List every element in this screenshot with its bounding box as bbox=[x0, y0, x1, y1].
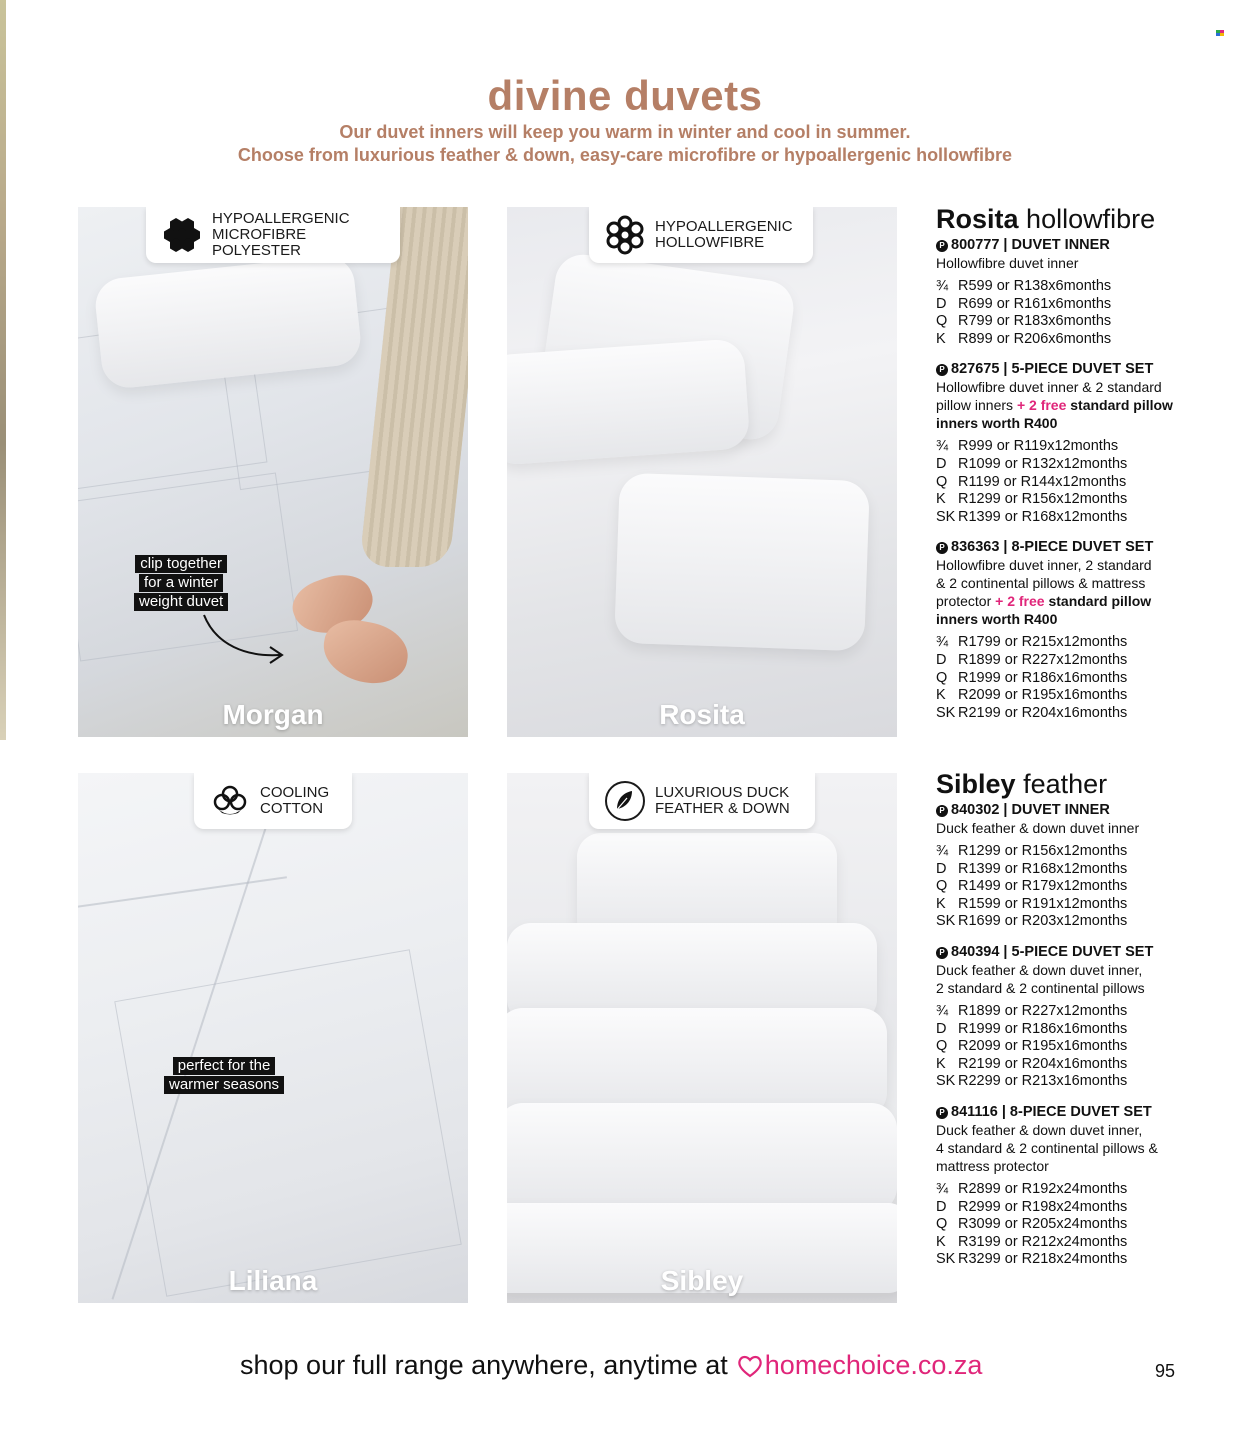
product-code-icon: P bbox=[936, 1107, 948, 1119]
product-827675[interactable] bbox=[936, 360, 1236, 526]
price-row bbox=[936, 474, 1236, 492]
price-row bbox=[936, 1073, 1236, 1091]
size-code: SK bbox=[936, 913, 956, 930]
size-code: ¾ bbox=[936, 1180, 949, 1197]
price-list bbox=[936, 278, 1236, 348]
price-list bbox=[936, 1181, 1236, 1269]
page-subtitle-line1: Our duvet inners will keep you warm in winter and cool in summer. bbox=[339, 122, 911, 142]
badge-line2: FEATHER & DOWN bbox=[655, 800, 790, 817]
rosita-feature-badge bbox=[589, 207, 813, 263]
product-desc bbox=[936, 378, 1236, 432]
feather-icon bbox=[605, 781, 645, 821]
size-code: Q bbox=[936, 1216, 948, 1233]
price-row bbox=[936, 861, 1236, 879]
photo-label-liliana: Liliana bbox=[228, 1265, 318, 1296]
size-code: Q bbox=[936, 669, 948, 686]
sibley-heading bbox=[936, 769, 1236, 799]
price-text: R1199 or R144x12months bbox=[958, 473, 1127, 490]
product-code: 827675 bbox=[951, 361, 1000, 378]
rosita-duvet-photo[interactable] bbox=[507, 207, 897, 737]
size-code: Q bbox=[936, 313, 948, 330]
desc-bold: standard pillow bbox=[1048, 593, 1152, 610]
badge-line1: LUXURIOUS DUCK bbox=[655, 784, 790, 801]
price-row bbox=[936, 1056, 1236, 1074]
price-text: R1499 or R179x12months bbox=[958, 878, 1128, 895]
rosita-product-column bbox=[936, 204, 1236, 722]
price-text: R1799 or R215x12months bbox=[958, 634, 1128, 651]
liliana-duvet-photo[interactable] bbox=[78, 773, 468, 1303]
price-text: R1899 or R227x12months bbox=[958, 1002, 1128, 1019]
page-subtitle-line2: Choose from luxurious feather & down, easy-care microfibre or hypoallergenic hollowfibre bbox=[237, 145, 1013, 165]
price-text: R899 or R206x6months bbox=[958, 330, 1112, 347]
price-row bbox=[936, 296, 1236, 314]
price-text: R2299 or R213x16months bbox=[958, 1073, 1128, 1090]
price-row bbox=[936, 509, 1236, 527]
morgan-duvet-photo[interactable] bbox=[78, 207, 468, 737]
size-code: K bbox=[936, 330, 946, 347]
size-code: D bbox=[936, 651, 947, 668]
footer-banner bbox=[240, 1350, 982, 1381]
desc-line: Duck feather & down duvet inner, bbox=[936, 961, 1143, 978]
badge-line2: HOLLOWFIBRE bbox=[655, 234, 765, 251]
price-row bbox=[936, 278, 1236, 296]
product-code-icon: P bbox=[936, 542, 948, 554]
price-row bbox=[936, 1199, 1236, 1217]
sibley-feature-badge bbox=[589, 773, 815, 829]
product-code-icon: P bbox=[936, 947, 948, 959]
product-code-line: P 800777 | DUVET INNER bbox=[936, 236, 1236, 254]
size-code: SK bbox=[936, 1251, 956, 1268]
price-text: R3099 or R205x24months bbox=[958, 1216, 1128, 1233]
callout-line: perfect for the bbox=[173, 1057, 276, 1075]
pillow-shape bbox=[507, 1008, 887, 1118]
product-836363[interactable] bbox=[936, 538, 1236, 722]
quilt-seam bbox=[114, 949, 462, 1297]
price-text: R3199 or R212x24months bbox=[958, 1233, 1128, 1250]
product-code: 800777 bbox=[951, 237, 1000, 253]
price-text: R599 or R138x6months bbox=[958, 278, 1112, 294]
desc-line: Duck feather & down duvet inner, bbox=[936, 1121, 1143, 1138]
price-row bbox=[936, 878, 1236, 896]
price-text: R1299 or R156x12months bbox=[958, 843, 1128, 859]
product-840394[interactable] bbox=[936, 943, 1236, 1091]
sibley-duvet-photo[interactable] bbox=[507, 773, 897, 1303]
size-code: D bbox=[936, 295, 947, 312]
homechoice-site-link[interactable] bbox=[728, 1350, 983, 1381]
product-desc bbox=[936, 556, 1236, 628]
warmer-seasons-callout bbox=[164, 1057, 284, 1094]
product-code-icon: P bbox=[936, 805, 948, 817]
price-row bbox=[936, 1003, 1236, 1021]
size-code: ¾ bbox=[936, 278, 949, 294]
size-code: K bbox=[936, 1055, 946, 1072]
product-841116[interactable] bbox=[936, 1103, 1236, 1269]
desc-line: Hollowfibre duvet inner & 2 standard bbox=[936, 379, 1162, 396]
badge-line1: HYPOALLERGENIC bbox=[212, 210, 350, 227]
price-row bbox=[936, 705, 1236, 723]
price-text: R2099 or R195x16months bbox=[958, 1038, 1128, 1055]
desc-bold: inners worth R400 bbox=[936, 611, 1058, 628]
size-code: D bbox=[936, 1198, 947, 1215]
price-row bbox=[936, 652, 1236, 670]
product-code-icon: P bbox=[936, 364, 948, 376]
price-row bbox=[936, 491, 1236, 509]
desc-bold: standard pillow bbox=[1070, 397, 1173, 414]
price-text: R1599 or R191x12months bbox=[958, 895, 1128, 912]
price-text: R2199 or R204x16months bbox=[958, 1055, 1128, 1072]
callout-line: weight duvet bbox=[134, 593, 228, 611]
cotton-boll-icon bbox=[210, 781, 250, 821]
product-code-line: P 841116 | 8-PIECE DUVET SET bbox=[936, 1103, 1236, 1121]
quilt-seam bbox=[78, 876, 287, 911]
price-row bbox=[936, 438, 1236, 456]
product-desc bbox=[936, 1121, 1236, 1175]
price-row bbox=[936, 913, 1236, 931]
flower-circles-icon bbox=[605, 215, 645, 255]
product-type: 5-PIECE DUVET SET bbox=[1011, 361, 1154, 378]
heading-bold: Sibley bbox=[936, 769, 1016, 799]
brand-color-dots bbox=[1216, 30, 1226, 36]
price-row bbox=[936, 1251, 1236, 1269]
plus-sign: + bbox=[995, 593, 1004, 610]
price-row bbox=[936, 1181, 1236, 1199]
price-text: R2099 or R195x16months bbox=[958, 687, 1128, 704]
desc-line: mattress protector bbox=[936, 1157, 1049, 1174]
product-code-line: P 827675 | 5-PIECE DUVET SET bbox=[936, 360, 1236, 378]
photo-label-sibley: Sibley bbox=[660, 1265, 744, 1296]
site-url: homechoice.co.za bbox=[764, 1350, 983, 1380]
price-text: R3299 or R218x24months bbox=[958, 1251, 1128, 1268]
product-code-line: P 836363 | 8-PIECE DUVET SET bbox=[936, 538, 1236, 556]
price-list bbox=[936, 843, 1236, 931]
price-text: R699 or R161x6months bbox=[958, 295, 1112, 312]
size-code: Q bbox=[936, 1038, 948, 1055]
product-type: 8-PIECE DUVET SET bbox=[1011, 539, 1154, 556]
badge-line1: HYPOALLERGENIC bbox=[655, 218, 793, 235]
badge-line1: COOLING bbox=[260, 784, 330, 801]
size-code: D bbox=[936, 1020, 947, 1037]
size-code: K bbox=[936, 491, 946, 508]
desc-line: 2 standard & 2 continental pillows bbox=[936, 979, 1145, 996]
product-desc: Hollowfibre duvet inner bbox=[936, 255, 1079, 271]
price-text: R1399 or R168x12months bbox=[958, 860, 1128, 877]
product-type: DUVET INNER bbox=[1011, 802, 1110, 818]
page-title: divine duvets bbox=[487, 72, 763, 119]
size-code: D bbox=[936, 455, 947, 472]
price-text: R799 or R183x6months bbox=[958, 313, 1112, 330]
sibley-product-column bbox=[936, 769, 1236, 1269]
heading-rest: hollowfibre bbox=[1026, 204, 1156, 234]
size-code: ¾ bbox=[936, 438, 949, 455]
heading-bold: Rosita bbox=[936, 204, 1019, 234]
liliana-feature-badge bbox=[194, 773, 352, 829]
hexagon-cluster-icon bbox=[162, 215, 202, 255]
product-type: 8-PIECE DUVET SET bbox=[1009, 1103, 1152, 1120]
price-text: R2899 or R192x24months bbox=[958, 1180, 1128, 1197]
size-code: ¾ bbox=[936, 843, 949, 859]
price-list bbox=[936, 438, 1236, 526]
product-desc: Duck feather & down duvet inner bbox=[936, 820, 1140, 836]
pillow-shape bbox=[614, 473, 870, 652]
price-row bbox=[936, 1234, 1236, 1252]
size-code: D bbox=[936, 860, 947, 877]
morgan-feature-badge bbox=[146, 207, 400, 263]
size-code: K bbox=[936, 1233, 946, 1250]
pillow-shape bbox=[507, 1103, 897, 1213]
desc-line: protector bbox=[936, 593, 992, 610]
price-row bbox=[936, 1216, 1236, 1234]
price-text: R2999 or R198x24months bbox=[958, 1198, 1128, 1215]
product-type: 5-PIECE DUVET SET bbox=[1011, 943, 1154, 960]
product-type: DUVET INNER bbox=[1011, 237, 1110, 253]
price-text: R1699 or R203x12months bbox=[958, 913, 1128, 930]
desc-line: & 2 continental pillows & mattress bbox=[936, 575, 1146, 592]
price-text: R2199 or R204x16months bbox=[958, 704, 1128, 721]
product-code-icon: P bbox=[936, 240, 948, 252]
size-code: Q bbox=[936, 473, 948, 490]
price-text: R1999 or R186x16months bbox=[958, 1020, 1128, 1037]
callout-line: warmer seasons bbox=[164, 1076, 284, 1094]
badge-line2: MICROFIBRE POLYESTER bbox=[212, 226, 307, 259]
product-code: 840302 bbox=[951, 802, 1000, 818]
product-code: 840394 bbox=[951, 943, 1000, 960]
price-row bbox=[936, 843, 1236, 861]
product-code: 841116 bbox=[951, 1103, 998, 1120]
price-row bbox=[936, 1038, 1236, 1056]
badge-line2: COTTON bbox=[260, 800, 324, 817]
price-row bbox=[936, 313, 1236, 331]
photo-label-morgan: Morgan bbox=[222, 699, 324, 730]
plus-sign: + bbox=[1016, 397, 1026, 414]
size-code: ¾ bbox=[936, 1002, 949, 1019]
product-code: 836363 bbox=[951, 539, 1000, 556]
size-code: SK bbox=[936, 1073, 956, 1090]
product-desc bbox=[936, 961, 1236, 997]
size-code: SK bbox=[936, 508, 956, 525]
price-row bbox=[936, 687, 1236, 705]
product-800777[interactable] bbox=[936, 236, 1236, 348]
price-text: R1899 or R227x12months bbox=[958, 651, 1128, 668]
clip-together-callout bbox=[134, 555, 228, 611]
price-row bbox=[936, 1021, 1236, 1039]
desc-bold: inners worth R400 bbox=[936, 415, 1058, 432]
size-code: Q bbox=[936, 878, 948, 895]
price-text: R1299 or R156x12months bbox=[958, 491, 1128, 508]
rosita-heading bbox=[936, 204, 1236, 234]
price-text: R999 or R119x12months bbox=[958, 438, 1119, 455]
product-840302[interactable] bbox=[936, 801, 1236, 931]
price-row bbox=[936, 896, 1236, 914]
desc-line: pillow inners bbox=[936, 397, 1014, 414]
price-row bbox=[936, 634, 1236, 652]
free-offer: 2 free bbox=[1007, 593, 1045, 610]
price-row bbox=[936, 456, 1236, 474]
size-code: K bbox=[936, 895, 946, 912]
hand-shape bbox=[318, 615, 412, 689]
pillow-shape bbox=[507, 338, 751, 466]
free-offer: 2 free bbox=[1029, 397, 1067, 414]
footer-text: shop our full range anywhere, anytime at bbox=[240, 1350, 728, 1380]
heart-icon bbox=[736, 1352, 764, 1380]
price-text: R1399 or R168x12months bbox=[958, 508, 1128, 525]
callout-line: for a winter bbox=[139, 574, 223, 592]
product-code-line: P 840302 | DUVET INNER bbox=[936, 801, 1236, 819]
price-list bbox=[936, 1003, 1236, 1091]
desc-line: 4 standard & 2 continental pillows & bbox=[936, 1139, 1158, 1156]
price-row bbox=[936, 331, 1236, 349]
page-number: 95 bbox=[1155, 1361, 1176, 1381]
curved-arrow-icon bbox=[198, 611, 288, 667]
price-text: R1999 or R186x16months bbox=[958, 669, 1128, 686]
price-list bbox=[936, 634, 1236, 722]
price-text: R1099 or R132x12months bbox=[958, 455, 1128, 472]
price-row bbox=[936, 670, 1236, 688]
size-code: ¾ bbox=[936, 634, 949, 651]
product-code-line: P 840394 | 5-PIECE DUVET SET bbox=[936, 943, 1236, 961]
callout-line: clip together bbox=[135, 555, 227, 573]
desc-line: Hollowfibre duvet inner, 2 standard bbox=[936, 557, 1152, 574]
heading-rest: feather bbox=[1023, 769, 1108, 799]
size-code: SK bbox=[936, 704, 956, 721]
size-code: K bbox=[936, 687, 946, 704]
photo-label-rosita: Rosita bbox=[659, 699, 745, 730]
